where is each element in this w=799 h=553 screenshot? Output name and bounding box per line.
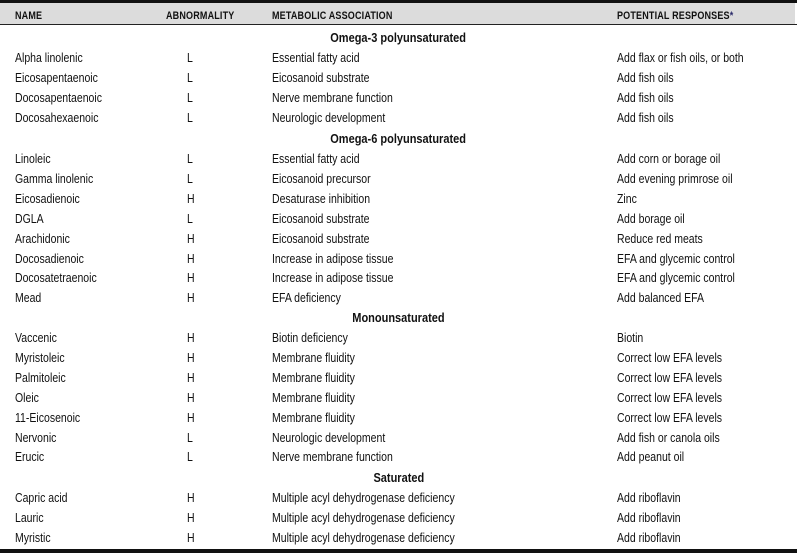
cell-potential-response: Add balanced EFA [617, 291, 704, 306]
table-row [0, 371, 797, 389]
section-title [0, 471, 797, 485]
cell-name: Eicosadienoic [15, 191, 80, 206]
table-row [0, 351, 797, 369]
table-row [0, 192, 797, 210]
cell-potential-response: Reduce red meats [617, 231, 703, 246]
cell-potential-response: Add riboflavin [617, 510, 681, 525]
table-row [0, 391, 797, 409]
cell-metabolic-association: Membrane fluidity [272, 350, 355, 365]
cell-potential-response: Add fish or canola oils [617, 430, 720, 445]
cell-potential-response: Add fish oils [617, 90, 674, 105]
cell-metabolic-association: EFA deficiency [272, 291, 341, 306]
table-row [0, 411, 797, 429]
cell-potential-response: EFA and glycemic control [617, 251, 735, 266]
cell-name: Docosapentaenoic [15, 90, 102, 105]
cell-potential-response: Correct low EFA levels [617, 390, 723, 405]
section-title [0, 311, 797, 325]
cell-metabolic-association: Multiple acyl dehydrogenase deficiency [272, 530, 455, 545]
cell-potential-response: EFA and glycemic control [617, 271, 735, 286]
cell-metabolic-association: Membrane fluidity [272, 370, 355, 385]
footnote-asterisk: * [729, 10, 734, 22]
cell-metabolic-association: Increase in adipose tissue [272, 251, 394, 266]
cell-name: Docosatetraenoic [15, 271, 97, 286]
cell-metabolic-association: Neurologic development [272, 430, 386, 445]
cell-metabolic-association: Multiple acyl dehydrogenase deficiency [272, 491, 455, 505]
cell-potential-response: Biotin [617, 331, 644, 345]
cell-abnormality: L [187, 211, 193, 226]
cell-abnormality: L [187, 152, 193, 166]
cell-metabolic-association: Biotin deficiency [272, 331, 348, 345]
cell-abnormality: L [187, 430, 193, 445]
table-header [0, 3, 795, 24]
cell-name: Docosadienoic [15, 251, 84, 266]
cell-name: Myristic [15, 530, 51, 545]
cell-abnormality: L [187, 90, 193, 105]
cell-abnormality: H [187, 491, 195, 505]
cell-name: Myristoleic [15, 350, 65, 365]
cell-metabolic-association: Desaturase inhibition [272, 191, 371, 206]
table-row [0, 111, 797, 129]
cell-potential-response: Add fish oils [617, 110, 674, 125]
table-row [0, 491, 797, 509]
cell-abnormality: L [187, 51, 193, 65]
cell-metabolic-association: Essential fatty acid [272, 51, 360, 65]
table-row [0, 291, 797, 309]
table-row [0, 152, 797, 170]
cell-metabolic-association: Neurologic development [272, 110, 386, 125]
section-title-text: Omega-6 polyunsaturated [330, 132, 467, 146]
cell-abnormality: H [187, 331, 195, 345]
table-row [0, 232, 797, 250]
cell-name: Erucic [15, 450, 45, 465]
cell-name: Nervonic [15, 430, 57, 445]
header-rule [0, 24, 797, 25]
cell-metabolic-association: Eicosanoid precursor [272, 171, 371, 186]
table-row [0, 431, 797, 449]
header-abnormality: ABNORMALITY [166, 10, 235, 22]
cell-name: Arachidonic [15, 231, 70, 246]
cell-name: Oleic [15, 390, 39, 405]
cell-abnormality: H [187, 271, 195, 286]
table-row [0, 271, 797, 289]
table-row [0, 331, 797, 349]
cell-potential-response: Add corn or borage oil [617, 152, 721, 166]
cell-potential-response: Add flax or fish oils, or both [617, 51, 744, 65]
cell-abnormality: H [187, 530, 195, 545]
cell-abnormality: L [187, 450, 193, 465]
cell-abnormality: H [187, 191, 195, 206]
cell-name: Gamma linolenic [15, 171, 94, 186]
cell-abnormality: L [187, 171, 193, 186]
cell-name: Lauric [15, 510, 44, 525]
cell-potential-response: Add evening primrose oil [617, 171, 733, 186]
cell-abnormality: H [187, 231, 195, 246]
cell-metabolic-association: Eicosanoid substrate [272, 70, 370, 85]
table-row [0, 51, 797, 69]
cell-potential-response: Add riboflavin [617, 530, 681, 545]
section-title-text: Saturated [373, 471, 424, 485]
cell-potential-response: Zinc [617, 191, 637, 206]
table-row [0, 252, 797, 270]
cell-name: DGLA [15, 211, 44, 226]
cell-abnormality: H [187, 510, 195, 525]
cell-potential-response: Correct low EFA levels [617, 350, 723, 365]
cell-abnormality: H [187, 390, 195, 405]
cell-name: Palmitoleic [15, 370, 66, 385]
table-row [0, 71, 797, 89]
cell-metabolic-association: Multiple acyl dehydrogenase deficiency [272, 510, 455, 525]
cell-name: Alpha linolenic [15, 51, 83, 65]
cell-metabolic-association: Nerve membrane function [272, 90, 393, 105]
header-potential-responses [617, 10, 733, 22]
cell-metabolic-association: Increase in adipose tissue [272, 271, 394, 286]
cell-metabolic-association: Eicosanoid substrate [272, 231, 370, 246]
cell-name: Capric acid [15, 491, 68, 505]
section-title-text: Monounsaturated [352, 311, 445, 325]
header-metabolic-association: METABOLIC ASSOCIATION [272, 10, 393, 22]
cell-name: Docosahexaenoic [15, 110, 99, 125]
section-title [0, 132, 797, 146]
table-row [0, 511, 797, 529]
cell-metabolic-association: Membrane fluidity [272, 390, 355, 405]
header-name: NAME [15, 10, 43, 22]
cell-abnormality: H [187, 291, 195, 306]
cell-potential-response: Correct low EFA levels [617, 370, 723, 385]
cell-metabolic-association: Essential fatty acid [272, 152, 360, 166]
cell-potential-response: Add peanut oil [617, 450, 685, 465]
bottom-rule [0, 549, 797, 553]
cell-metabolic-association: Membrane fluidity [272, 410, 355, 425]
table-row [0, 172, 797, 190]
cell-name: Linoleic [15, 152, 51, 166]
cell-metabolic-association: Nerve membrane function [272, 450, 393, 465]
cell-potential-response: Correct low EFA levels [617, 410, 723, 425]
cell-name: Eicosapentaenoic [15, 70, 98, 85]
cell-name: 11-Eicosenoic [15, 410, 81, 425]
table-row [0, 450, 797, 468]
cell-abnormality: H [187, 410, 195, 425]
cell-potential-response: Add fish oils [617, 70, 674, 85]
cell-abnormality: H [187, 350, 195, 365]
header-potential-responses-label: POTENTIAL RESPONSES [617, 10, 730, 22]
cell-metabolic-association: Eicosanoid substrate [272, 211, 370, 226]
table-row [0, 91, 797, 109]
section-title [0, 31, 797, 45]
cell-potential-response: Add borage oil [617, 211, 685, 226]
cell-abnormality: H [187, 251, 195, 266]
section-title-text: Omega-3 polyunsaturated [330, 31, 467, 45]
cell-abnormality: H [187, 370, 195, 385]
cell-potential-response: Add riboflavin [617, 491, 681, 505]
table-row [0, 531, 797, 549]
cell-name: Vaccenic [15, 331, 57, 345]
cell-name: Mead [15, 291, 42, 306]
table-row [0, 212, 797, 230]
cell-abnormality: L [187, 110, 193, 125]
cell-abnormality: L [187, 70, 193, 85]
